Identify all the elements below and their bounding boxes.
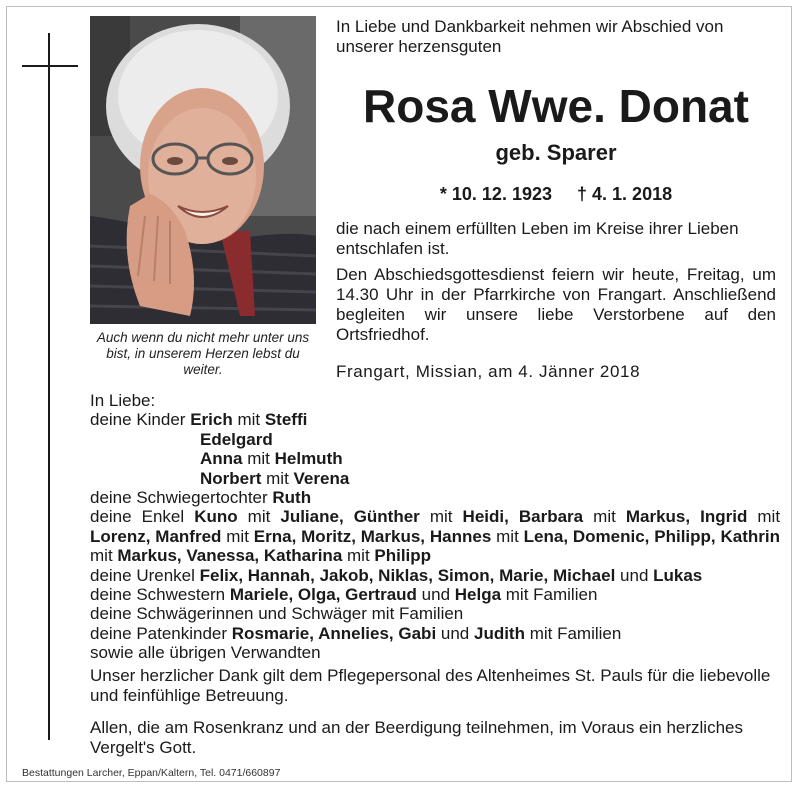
daughter-in-law-prefix: deine Schwiegertochter	[90, 488, 273, 508]
maiden-name: geb. Sparer	[495, 140, 617, 165]
mit-text: mit	[242, 449, 275, 469]
mit-text: mit	[90, 546, 118, 566]
photo-caption: Auch wenn du nicht mehr unter uns bist, in unserem Herzen lebst du weiter.	[96, 330, 310, 377]
child-name: Norbert	[200, 468, 262, 488]
cross-icon-bar	[22, 65, 78, 67]
child-name: Edelgard	[200, 429, 273, 449]
children-row-1	[90, 410, 780, 429]
mit-text: mit	[583, 507, 626, 527]
children-prefix: deine Kinder	[90, 410, 191, 430]
grandchildren-row	[90, 507, 780, 565]
grandchild-names: Heidi, Barbara	[462, 507, 584, 527]
mit-text: mit	[237, 507, 281, 527]
deceased-name: Rosa Wwe. Donat	[363, 80, 749, 132]
grandchild-names: Kuno	[194, 507, 238, 527]
relatives-row: sowie alle übrigen Verwandten	[90, 643, 321, 663]
grandchild-names: Markus, Ingrid	[625, 507, 748, 527]
partner-name: Verena	[293, 468, 350, 488]
portrait-photo	[90, 16, 316, 324]
und-text: und	[416, 585, 455, 605]
grandchild-names: Juliane, Günther	[280, 507, 420, 527]
und-text: und	[436, 623, 474, 643]
place-date: Frangart, Missian, am 4. Jänner 2018	[336, 362, 641, 381]
family-list	[90, 391, 780, 663]
mit-text: mit	[232, 410, 265, 430]
children-row-3	[90, 449, 780, 468]
godchild-last: Judith	[473, 623, 525, 643]
mit-text: mit	[491, 526, 524, 546]
family-heading: In Liebe:	[90, 391, 156, 410]
paragraph-passing: die nach einem erfüllten Leben im Kreise ihrer Lieben entschlafen ist.	[336, 219, 739, 258]
godchildren-row	[90, 624, 780, 643]
daughter-in-law-row	[90, 488, 780, 507]
birth-date: * 10. 12. 1923	[439, 184, 552, 204]
partner-name: Helmuth	[274, 449, 343, 469]
und-text: und	[615, 565, 654, 585]
sisters-prefix: deine Schwestern	[90, 585, 230, 605]
godchild-names: Rosmarie, Annelies, Gabi	[231, 623, 437, 643]
children-row-4	[90, 469, 780, 488]
grandchildren-prefix: deine Enkel	[90, 507, 195, 527]
thanks-mourners: Allen, die am Rosenkranz und an der Beerdigung teilnehmen, im Voraus ein herzliches Vergelt's Gott.	[90, 718, 743, 757]
godchildren-prefix: deine Patenkinder	[90, 623, 232, 643]
sister-names: Mariele, Olga, Gertraud	[229, 585, 417, 605]
mit-text: mit	[261, 468, 294, 488]
great-grandchild-last: Lukas	[653, 565, 703, 585]
grandchild-names: Lorenz, Manfred	[90, 526, 222, 546]
partner-name: Steffi	[264, 410, 308, 430]
intro-text: In Liebe und Dankbarkeit nehmen wir Abschied von unserer herzensguten	[336, 17, 724, 56]
grandchild-names: Markus, Vanessa, Katharina	[117, 546, 343, 566]
families-suffix: mit Familien	[524, 623, 622, 643]
life-dates	[336, 183, 776, 205]
funeral-home-footer: Bestattungen Larcher, Eppan/Kaltern, Tel. 0471/660897	[22, 767, 281, 779]
mit-text: mit	[747, 507, 781, 527]
families-suffix: mit Familien	[501, 585, 598, 605]
great-grandchildren-row	[90, 566, 780, 585]
mit-text: mit	[221, 526, 254, 546]
grandchild-names: Philipp	[374, 546, 432, 566]
grandchild-names: Lena, Domenic, Philipp, Kathrin	[523, 526, 780, 546]
sisters-row	[90, 585, 780, 604]
great-grandchild-names: Felix, Hannah, Jakob, Niklas, Simon, Marie, Michael	[199, 565, 616, 585]
sister-last: Helga	[454, 585, 502, 605]
paragraph-service: Den Abschiedsgottesdienst feiern wir heute, Freitag, um 14.30 Uhr in der Pfarrkirche von Frangart. Anschließend begleiten wir unsere liebe Verstorbene auf den Ortsfriedhof.	[336, 265, 776, 344]
daughter-in-law-name: Ruth	[272, 488, 312, 508]
mit-text: mit	[342, 546, 375, 566]
children-row-2	[90, 430, 780, 449]
thanks-care-staff: Unser herzlicher Dank gilt dem Pflegepersonal des Altenheimes St. Pauls für die liebevolle und feinfühlige Betreuung.	[90, 666, 771, 705]
in-laws-row: deine Schwägerinnen und Schwäger mit Familien	[90, 604, 464, 624]
grandchild-names: Erna, Moritz, Markus, Hannes	[253, 526, 492, 546]
child-name: Erich	[190, 410, 233, 430]
child-name: Anna	[200, 449, 243, 469]
great-grandchildren-prefix: deine Urenkel	[90, 565, 200, 585]
mit-text: mit	[419, 507, 463, 527]
cross-icon	[48, 33, 50, 740]
death-date: † 4. 1. 2018	[577, 184, 673, 204]
